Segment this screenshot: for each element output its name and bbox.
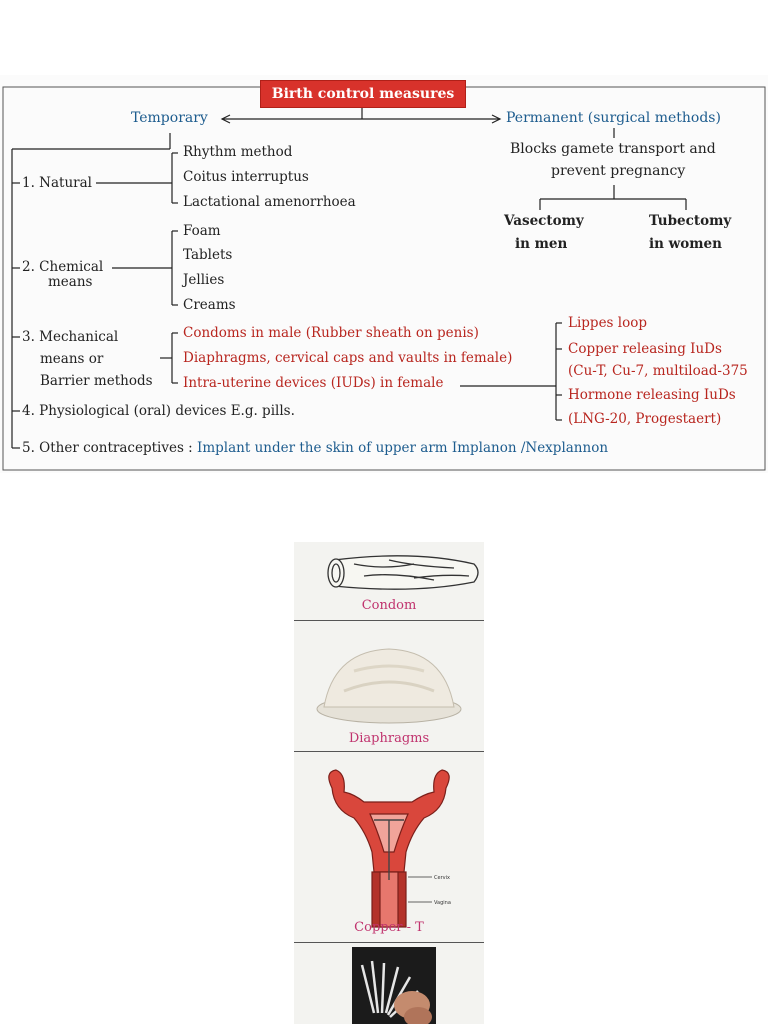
iud-item: Hormone releasing IuDs <box>568 387 736 403</box>
copper-t-panel <box>294 752 484 943</box>
diaphragm-panel <box>294 621 484 752</box>
mechanical-item: Diaphragms, cervical caps and vaults in female) <box>183 350 513 366</box>
chemical-label-2: means <box>48 274 93 290</box>
iud-item: (Cu-T, Cu-7, multiload-375 <box>568 363 748 379</box>
chemical-label-1: 2. Chemical <box>22 259 104 275</box>
iud-item: Lippes loop <box>568 315 647 331</box>
mechanical-label-3: Barrier methods <box>40 373 153 389</box>
other-contraceptives-row <box>22 440 608 456</box>
mechanical-item: Condoms in male (Rubber sheath on penis) <box>183 325 479 341</box>
chemical-item: Creams <box>183 297 236 313</box>
vagina-label: Vagina <box>434 900 451 906</box>
tubectomy-line-1: Tubectomy <box>649 213 732 229</box>
condom-panel <box>294 542 484 621</box>
vasectomy-line-2: in men <box>515 236 568 252</box>
chart-title: Birth control measures <box>260 80 466 108</box>
chemical-item: Jellies <box>183 272 225 288</box>
diaphragm-caption: Diaphragms <box>348 731 430 746</box>
vasectomy-line-1: Vasectomy <box>504 213 584 229</box>
chemical-item: Foam <box>183 223 221 239</box>
tubectomy-line-2: in women <box>649 236 722 252</box>
physiological-label: 4. Physiological (oral) devices E.g. pills. <box>22 403 295 419</box>
temporary-label: Temporary <box>131 110 208 126</box>
permanent-label: Permanent (surgical methods) <box>506 110 721 126</box>
natural-item: Coitus interruptus <box>183 169 309 185</box>
birth-control-chart <box>0 75 768 473</box>
uterus-copper-t-illustration <box>294 752 484 942</box>
copper-t-caption: Copper - T <box>354 920 424 935</box>
blocks-line-2: prevent pregnancy <box>551 163 686 179</box>
natural-label: 1. Natural <box>22 175 92 191</box>
chemical-item: Tablets <box>183 247 233 263</box>
iud-item: Copper releasing IuDs <box>568 341 722 357</box>
blocks-line-1: Blocks gamete transport and <box>510 141 716 157</box>
other-label: 5. Other contraceptives <box>22 440 184 456</box>
mechanical-label-2: means or <box>40 351 104 367</box>
mechanical-label-1: 3. Mechanical <box>22 329 119 345</box>
natural-item: Lactational amenorrhoea <box>183 194 356 210</box>
other-text: Implant under the skin of upper arm Implanon /Nexplannon <box>197 440 609 456</box>
iud-item: (LNG-20, Progestaert) <box>568 411 722 427</box>
other-colon: : <box>183 440 198 456</box>
implant-panel <box>294 943 484 1024</box>
condom-caption: Condom <box>361 598 417 613</box>
implant-illustration <box>294 943 484 1024</box>
mechanical-item: Intra-uterine devices (IUDs) in female <box>183 375 444 391</box>
cervix-label: Cervix <box>434 875 450 881</box>
natural-item: Rhythm method <box>183 144 293 160</box>
device-images-strip <box>294 542 484 1024</box>
